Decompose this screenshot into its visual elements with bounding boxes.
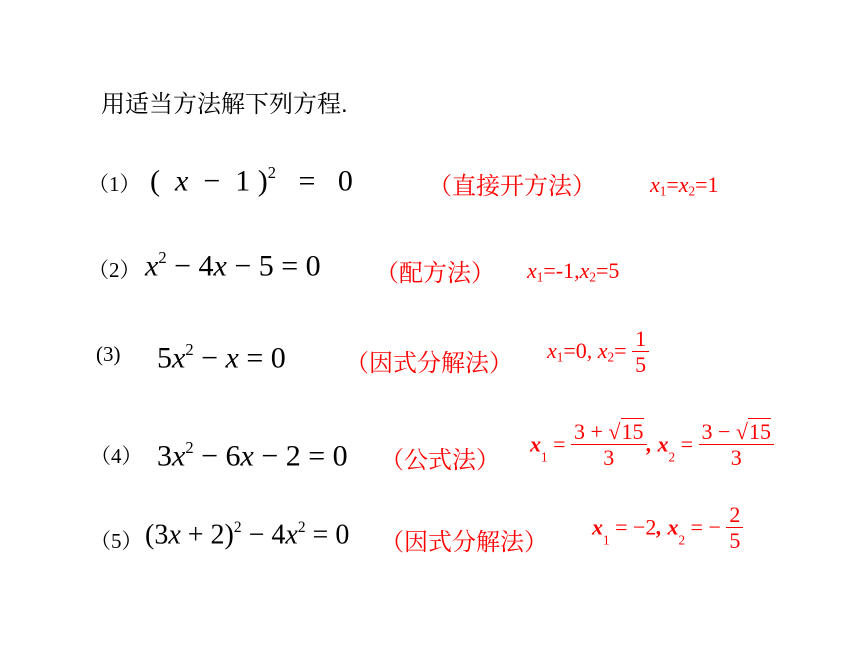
problem-1-answer: $x_1=x_2=1$	[650, 172, 719, 199]
problem-5-method: （因式分解法）	[380, 529, 548, 556]
problem-3-equation: $5x^2 - x = 0$	[157, 340, 286, 375]
problem-2-equation: $x^2 - 4x - 5 = 0$	[145, 248, 321, 283]
problem-4-method: （公式法）	[380, 447, 500, 474]
problem-4-equation: $3x^2 - 6x - 2 = 0$	[157, 438, 348, 473]
problem-1-label: （1）	[88, 172, 141, 196]
problem-4-answer: $x_1$ = $\frac{3 + √15}{3}$ , $x_2$ = $\frac{3 - √15}{3}$	[530, 420, 774, 469]
problem-4-label: （4）	[90, 444, 143, 468]
problem-2-answer: $x_1=-1,x_2=5$	[527, 258, 620, 285]
problem-5-equation: $(3x + 2)^2 - 4x^2 = 0$	[145, 519, 350, 551]
problem-3-answer: $x_1=0$, $x_2=$ $\frac{1}{5}$	[547, 327, 649, 376]
problem-1-equation: ( x − 1 )$^2$ = 0	[150, 163, 353, 198]
problem-2-label: （2）	[88, 258, 141, 282]
page-title: 用适当方法解下列方程.	[101, 91, 348, 118]
problem-3-answer-denominator: 5	[635, 352, 647, 378]
problem-5-label: （5）	[90, 529, 143, 553]
problem-2-method: （配方法）	[375, 260, 495, 287]
problem-3-method: （因式分解法）	[345, 350, 513, 377]
problem-5-answer: $x_1 = -2$, $x_2$ = − $\frac{2}{5}$	[592, 503, 743, 552]
problem-1-method: （直接开方法）	[428, 173, 596, 200]
problem-3-answer-numerator: 1	[632, 327, 649, 352]
problem-3-label: (3)	[96, 342, 121, 366]
